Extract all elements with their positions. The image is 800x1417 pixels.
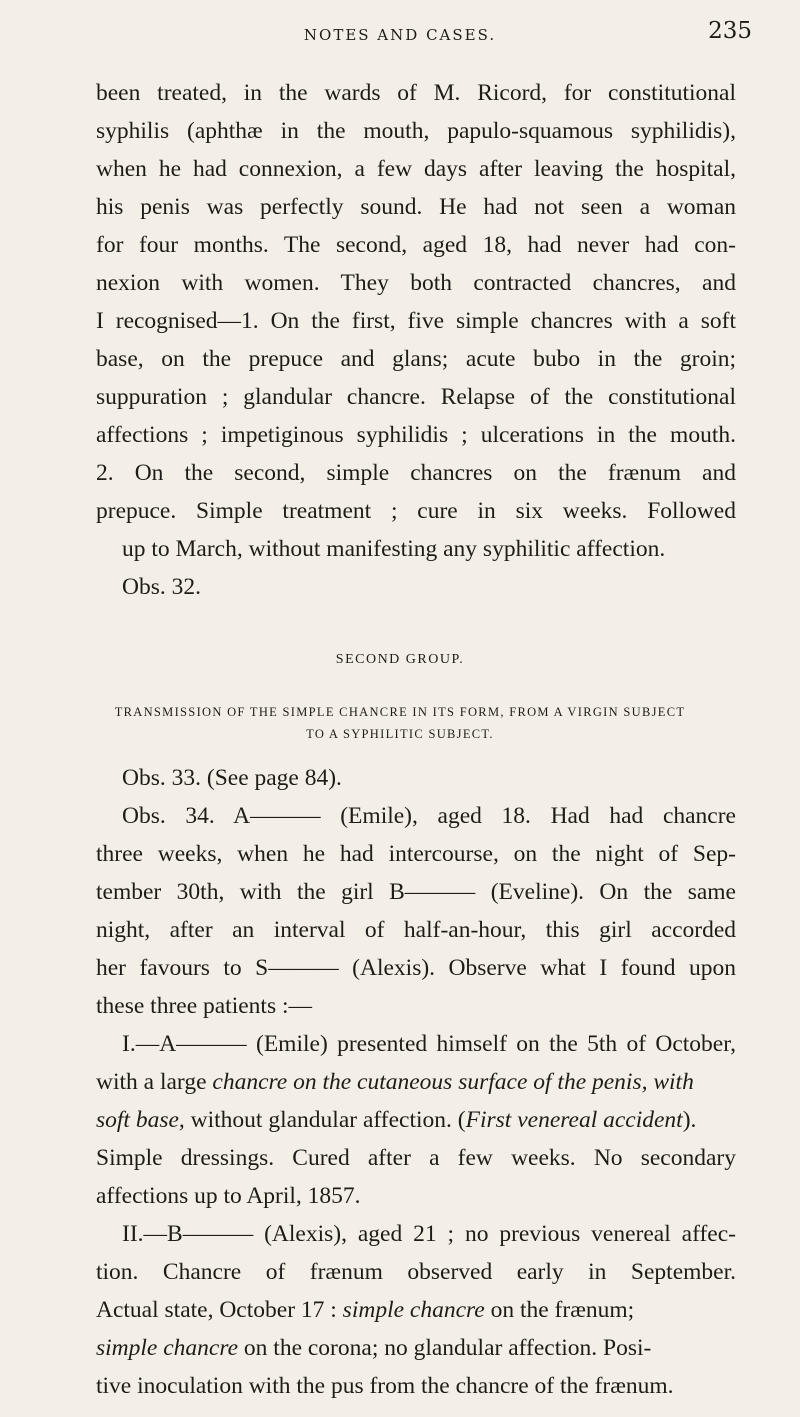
text-line: prepuce. Simple treatment ; cure in six weeks. Followed xyxy=(96,498,736,524)
text-line: up to March, without manifesting any syphilitic affection. xyxy=(122,536,666,562)
running-title: NOTES AND CASES. xyxy=(303,26,497,44)
text-run: on the corona; no glandular affection. Posi- xyxy=(238,1335,652,1361)
case-2-line: II.—B——— (Alexis), aged 21 ; no previous venereal affec- xyxy=(122,1221,736,1247)
page-number: 235 xyxy=(708,18,752,44)
text-line: nexion with women. They both contracted chancres, and xyxy=(96,270,736,296)
text-line: syphilis (aphthæ in the mouth, papulo-squamous syphilidis), xyxy=(96,118,736,144)
section-subtitle-continued: TO A SYPHILITIC SUBJECT. xyxy=(306,727,494,741)
case-1-line: Simple dressings. Cured after a few weeks. No secondary xyxy=(96,1145,736,1171)
italic-run: simple chancre xyxy=(96,1335,239,1361)
case-1-line: affections up to April, 1857. xyxy=(96,1183,361,1209)
text-line: tember 30th, with the girl B——— (Eveline). On the same xyxy=(96,879,736,905)
text-run: Actual state, October 17 : xyxy=(96,1297,343,1323)
case-1-line xyxy=(96,1107,696,1134)
case-1-line: I.—A——— (Emile) presented himself on the 5th of October, xyxy=(122,1031,736,1057)
obs-reference: Obs. 32. xyxy=(122,574,201,600)
italic-run: First venereal accident xyxy=(465,1107,683,1133)
text-run: without glandular affection. ( xyxy=(184,1107,466,1133)
italic-run: simple chancre xyxy=(342,1297,485,1323)
case-2-line xyxy=(96,1335,651,1362)
text-run: with a large xyxy=(96,1069,213,1095)
case-2-line: tion. Chancre of frænum observed early in September. xyxy=(96,1259,736,1285)
text-line: base, on the prepuce and glans; acute bubo in the groin; xyxy=(96,346,736,372)
text-line: his penis was perfectly sound. He had not seen a woman xyxy=(96,194,736,220)
section-title: SECOND GROUP. xyxy=(335,652,465,667)
text-line: when he had connexion, a few days after leaving the hospital, xyxy=(96,156,736,182)
section-subtitle: TRANSMISSION OF THE SIMPLE CHANCRE IN ITS FORM, FROM A VIRGIN SUBJECT xyxy=(114,705,686,719)
text-line: been treated, in the wards of M. Ricord, for constitutional xyxy=(96,80,736,106)
case-1-line xyxy=(96,1069,694,1096)
case-2-line: tive inoculation with the pus from the chancre of the frænum. xyxy=(96,1373,674,1399)
case-2-line xyxy=(96,1297,634,1324)
text-line: suppuration ; glandular chancre. Relapse of the constitutional xyxy=(96,384,736,410)
text-line: night, after an interval of half-an-hour, this girl accorded xyxy=(96,917,736,943)
text-line: I recognised—1. On the first, five simple chancres with a soft xyxy=(96,308,736,334)
text-line: her favours to S——— (Alexis). Observe what I found upon xyxy=(96,955,736,981)
text-line: for four months. The second, aged 18, had never had con- xyxy=(96,232,736,258)
text-line: 2. On the second, simple chancres on the frænum and xyxy=(96,460,736,486)
italic-run: soft base, xyxy=(96,1107,185,1133)
text-line: these three patients :— xyxy=(96,993,312,1019)
text-line: affections ; impetiginous syphilidis ; ulcerations in the mouth. xyxy=(96,422,736,448)
text-run: ). xyxy=(682,1107,697,1133)
running-head xyxy=(0,10,800,70)
text-line: Obs. 34. A——— (Emile), aged 18. Had had chancre xyxy=(122,803,736,829)
obs-33: Obs. 33. (See page 84). xyxy=(122,765,342,791)
text-run: on the frænum; xyxy=(484,1297,635,1323)
text-line: three weeks, when he had intercourse, on the night of Sep- xyxy=(96,841,736,867)
italic-run: chancre on the cutaneous surface of the penis, with xyxy=(212,1069,694,1095)
